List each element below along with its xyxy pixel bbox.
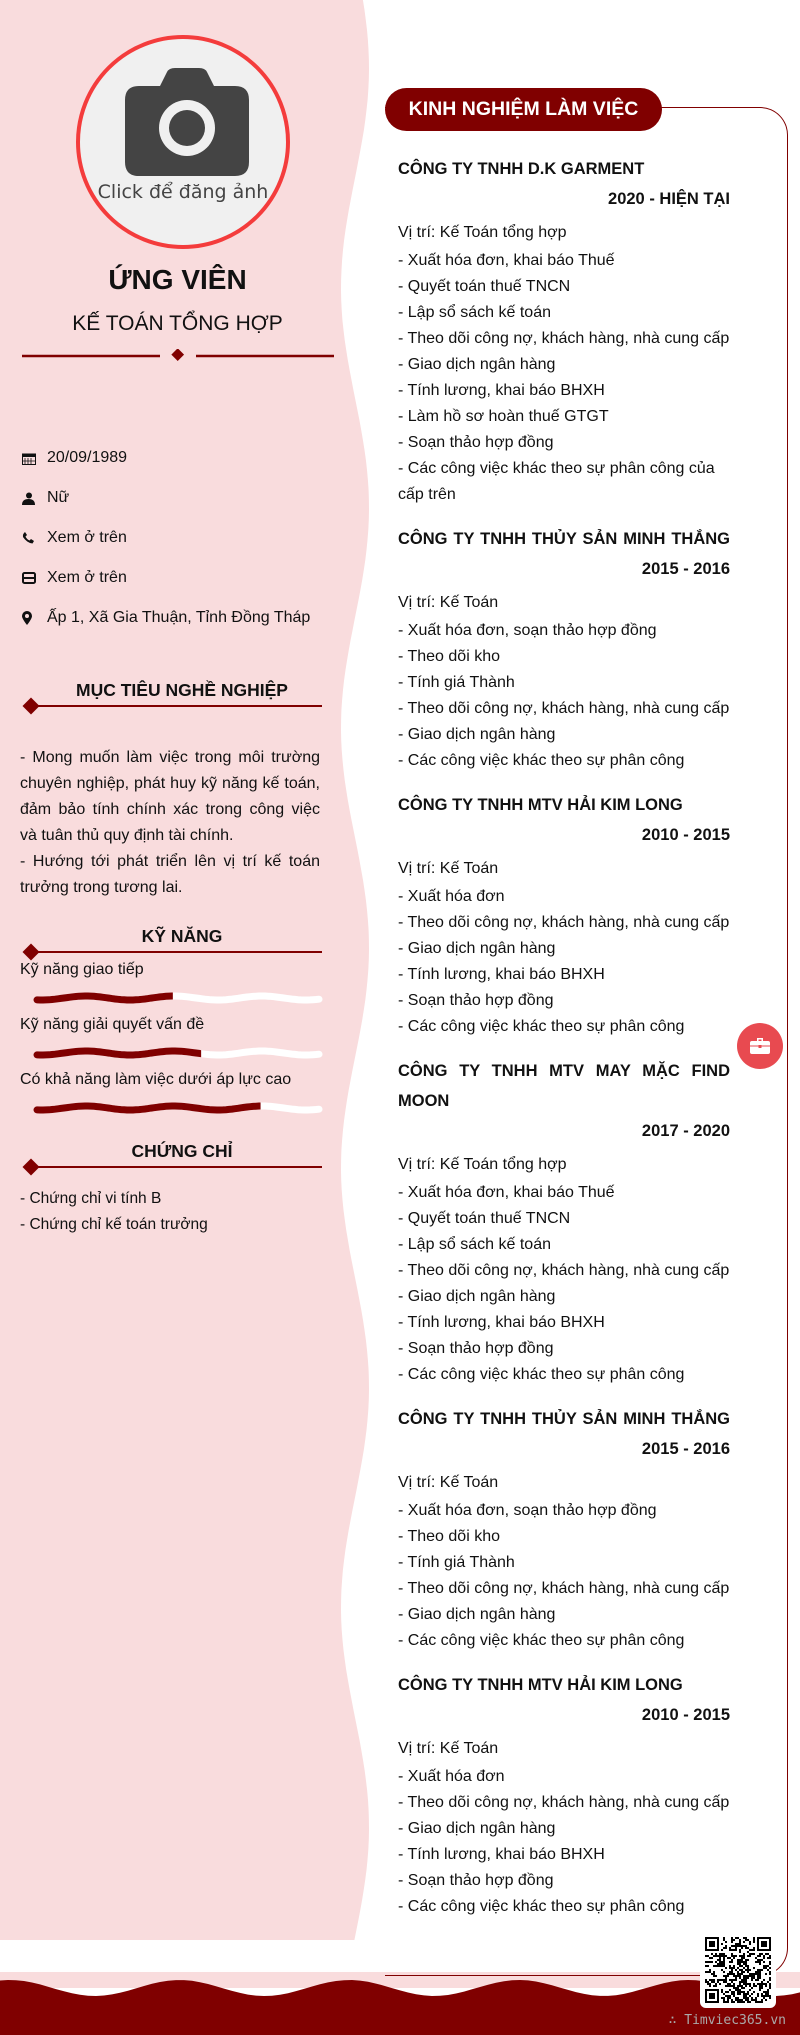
job-entry bbox=[398, 1056, 730, 1388]
experience-list bbox=[398, 154, 730, 1936]
contact-text: Xem ở trên bbox=[47, 569, 127, 586]
divider bbox=[22, 349, 334, 363]
skills-heading bbox=[22, 926, 322, 956]
job-task: - Xuất hóa đơn, khai báo Thuế bbox=[398, 252, 615, 269]
contact-text: Ấp 1, Xã Gia Thuận, Tỉnh Đồng Tháp bbox=[47, 609, 311, 626]
certificates-heading-text: CHỨNG CHỈ bbox=[131, 1141, 233, 1161]
job-task: - Giao dịch ngân hàng bbox=[398, 1288, 556, 1305]
company-name: CÔNG TY TNHH MTV HẢI KIM LONG bbox=[398, 796, 683, 814]
company-name: CÔNG TY TNHH D.K GARMENT bbox=[398, 160, 645, 178]
job-position: Vị trí: Kế Toán bbox=[398, 1474, 499, 1491]
job-task: - Tính giá Thành bbox=[398, 1554, 515, 1571]
contact-item bbox=[22, 598, 342, 638]
job-task: - Theo dõi công nợ, khách hàng, nhà cung cấp bbox=[398, 1580, 730, 1597]
job-period: 2015 - 2016 bbox=[641, 1440, 730, 1458]
contact-item bbox=[22, 478, 342, 518]
avatar-upload-label: Click để đăng ảnh bbox=[97, 181, 269, 203]
job-task: - Giao dịch ngân hàng bbox=[398, 1606, 556, 1623]
job-task: - Theo dõi công nợ, khách hàng, nhà cung cấp bbox=[398, 914, 730, 931]
company-name: CÔNG TY TNHH THỦY SẢN MINH THẮNG bbox=[398, 1410, 730, 1428]
job-position: Vị trí: Kế Toán tổng hợp bbox=[398, 1156, 567, 1173]
briefcase-icon bbox=[750, 1038, 770, 1054]
skills-heading-text: KỸ NĂNG bbox=[141, 926, 223, 946]
company-name: CÔNG TY TNHH THỦY SẢN MINH THẮNG bbox=[398, 530, 730, 548]
objective-heading-text: MỤC TIÊU NGHỀ NGHIỆP bbox=[76, 680, 288, 700]
job-entry bbox=[398, 154, 730, 508]
certificates-heading bbox=[22, 1141, 322, 1171]
contact-item bbox=[22, 438, 342, 478]
job-task: - Giao dịch ngân hàng bbox=[398, 356, 556, 373]
job-task: - Tính giá Thành bbox=[398, 674, 515, 691]
job-task: - Lập sổ sách kế toán bbox=[398, 304, 551, 321]
map-marker-icon bbox=[22, 611, 47, 625]
contact-item bbox=[22, 558, 342, 598]
job-task: - Các công việc khác theo sự phân công bbox=[398, 1898, 685, 1915]
job-task: - Xuất hóa đơn, khai báo Thuế bbox=[398, 1184, 615, 1201]
contact-text: Xem ở trên bbox=[47, 529, 127, 546]
job-period: 2010 - 2015 bbox=[641, 826, 730, 844]
avatar-upload[interactable] bbox=[76, 35, 290, 249]
candidate-name: ỨNG VIÊN bbox=[108, 264, 247, 295]
certificate-item: - Chứng chỉ kế toán trưởng bbox=[20, 1216, 208, 1233]
job-task: - Theo dõi kho bbox=[398, 1528, 500, 1545]
job-entry bbox=[398, 790, 730, 1040]
job-task: - Tính lương, khai báo BHXH bbox=[398, 1846, 605, 1863]
experience-heading: KINH NGHIỆM LÀM VIỆC bbox=[385, 88, 662, 131]
job-task: - Giao dịch ngân hàng bbox=[398, 726, 556, 743]
certificates-list bbox=[20, 1186, 208, 1238]
job-entry bbox=[398, 1404, 730, 1654]
job-task: - Tính lương, khai báo BHXH bbox=[398, 966, 605, 983]
objective-heading bbox=[22, 680, 322, 710]
job-period: 2020 - HIỆN TẠI bbox=[608, 190, 730, 208]
job-task: - Các công việc khác theo sự phân công bbox=[398, 1632, 685, 1649]
contact-list bbox=[22, 438, 342, 638]
job-position: Vị trí: Kế Toán bbox=[398, 860, 499, 877]
job-position: Vị trí: Kế Toán bbox=[398, 1740, 499, 1757]
job-task: - Theo dõi công nợ, khách hàng, nhà cung cấp bbox=[398, 330, 730, 347]
job-period: 2015 - 2016 bbox=[641, 560, 730, 578]
briefcase-button[interactable] bbox=[737, 1023, 783, 1069]
user-icon bbox=[22, 492, 47, 505]
job-task: - Soạn thảo hợp đồng bbox=[398, 992, 554, 1009]
job-period: 2017 - 2020 bbox=[641, 1122, 730, 1140]
job-position: Vị trí: Kế Toán tổng hợp bbox=[398, 224, 567, 241]
job-task: - Quyết toán thuế TNCN bbox=[398, 1210, 571, 1227]
contact-item bbox=[22, 518, 342, 558]
job-task: - Các công việc khác theo sự phân công của cấp trên bbox=[398, 460, 715, 503]
job-task: - Các công việc khác theo sự phân công bbox=[398, 1018, 685, 1035]
job-task: - Các công việc khác theo sự phân công bbox=[398, 1366, 685, 1383]
skill-level-bar bbox=[20, 1040, 325, 1066]
job-task: - Tính lương, khai báo BHXH bbox=[398, 382, 605, 399]
job-task: - Theo dõi công nợ, khách hàng, nhà cung cấp bbox=[398, 1794, 730, 1811]
phone-icon bbox=[22, 532, 47, 544]
job-entry bbox=[398, 1670, 730, 1920]
skill-label: Kỹ năng giao tiếp bbox=[20, 961, 144, 978]
job-task: - Theo dõi kho bbox=[398, 648, 500, 665]
job-task: - Soạn thảo hợp đồng bbox=[398, 434, 554, 451]
job-task: - Tính lương, khai báo BHXH bbox=[398, 1314, 605, 1331]
job-task: - Làm hồ sơ hoàn thuế GTGT bbox=[398, 408, 609, 425]
skill-label: Có khả năng làm việc dưới áp lực cao bbox=[20, 1071, 292, 1088]
job-task: - Giao dịch ngân hàng bbox=[398, 940, 556, 957]
job-task: - Theo dõi công nợ, khách hàng, nhà cung cấp bbox=[398, 700, 730, 717]
job-task: - Theo dõi công nợ, khách hàng, nhà cung cấp bbox=[398, 1262, 730, 1279]
job-period: 2010 - 2015 bbox=[641, 1706, 730, 1724]
candidate-title: KẾ TOÁN TỔNG HỢP bbox=[72, 312, 283, 335]
objective-text: - Mong muốn làm việc trong môi trường chuyên nghiệp, phát huy kỹ năng kế toán, đảm bảo tính chính xác trong công việc và tuân thủ quy định tài chính. - Hướng tới phát triển lên vị trí kế toán trưởng trong tương lai. bbox=[20, 749, 320, 896]
camera-icon bbox=[125, 68, 249, 176]
contact-text: 20/09/1989 bbox=[47, 449, 128, 466]
job-task: - Quyết toán thuế TNCN bbox=[398, 278, 571, 295]
email-icon bbox=[22, 572, 47, 584]
job-entry bbox=[398, 524, 730, 774]
company-name: CÔNG TY TNHH MTV HẢI KIM LONG bbox=[398, 1676, 683, 1694]
certificate-item: - Chứng chỉ vi tính B bbox=[20, 1190, 162, 1207]
skill-level-bar bbox=[20, 1095, 325, 1121]
skill-level-bar bbox=[20, 985, 325, 1011]
job-task: - Lập sổ sách kế toán bbox=[398, 1236, 551, 1253]
job-task: - Các công việc khác theo sự phân công bbox=[398, 752, 685, 769]
skill-label: Kỹ năng giải quyết vấn đề bbox=[20, 1016, 205, 1033]
job-task: - Xuất hóa đơn bbox=[398, 1768, 505, 1785]
job-task: - Soạn thảo hợp đồng bbox=[398, 1872, 554, 1889]
qr-code-image bbox=[705, 1937, 771, 2003]
job-task: - Xuất hóa đơn, soạn thảo hợp đồng bbox=[398, 622, 657, 639]
job-task: - Xuất hóa đơn bbox=[398, 888, 505, 905]
job-task: - Giao dịch ngân hàng bbox=[398, 1820, 556, 1837]
skills-list bbox=[20, 961, 325, 1126]
calendar-icon bbox=[22, 452, 47, 465]
contact-text: Nữ bbox=[47, 489, 70, 506]
job-task: - Xuất hóa đơn, soạn thảo hợp đồng bbox=[398, 1502, 657, 1519]
brand-watermark: ∴ Timviec365.vn bbox=[668, 2013, 786, 2028]
company-name: CÔNG TY TNHH MTV MAY MẶC FIND MOON bbox=[398, 1062, 730, 1110]
job-task: - Soạn thảo hợp đồng bbox=[398, 1340, 554, 1357]
qr-code bbox=[700, 1932, 776, 2008]
job-position: Vị trí: Kế Toán bbox=[398, 594, 499, 611]
